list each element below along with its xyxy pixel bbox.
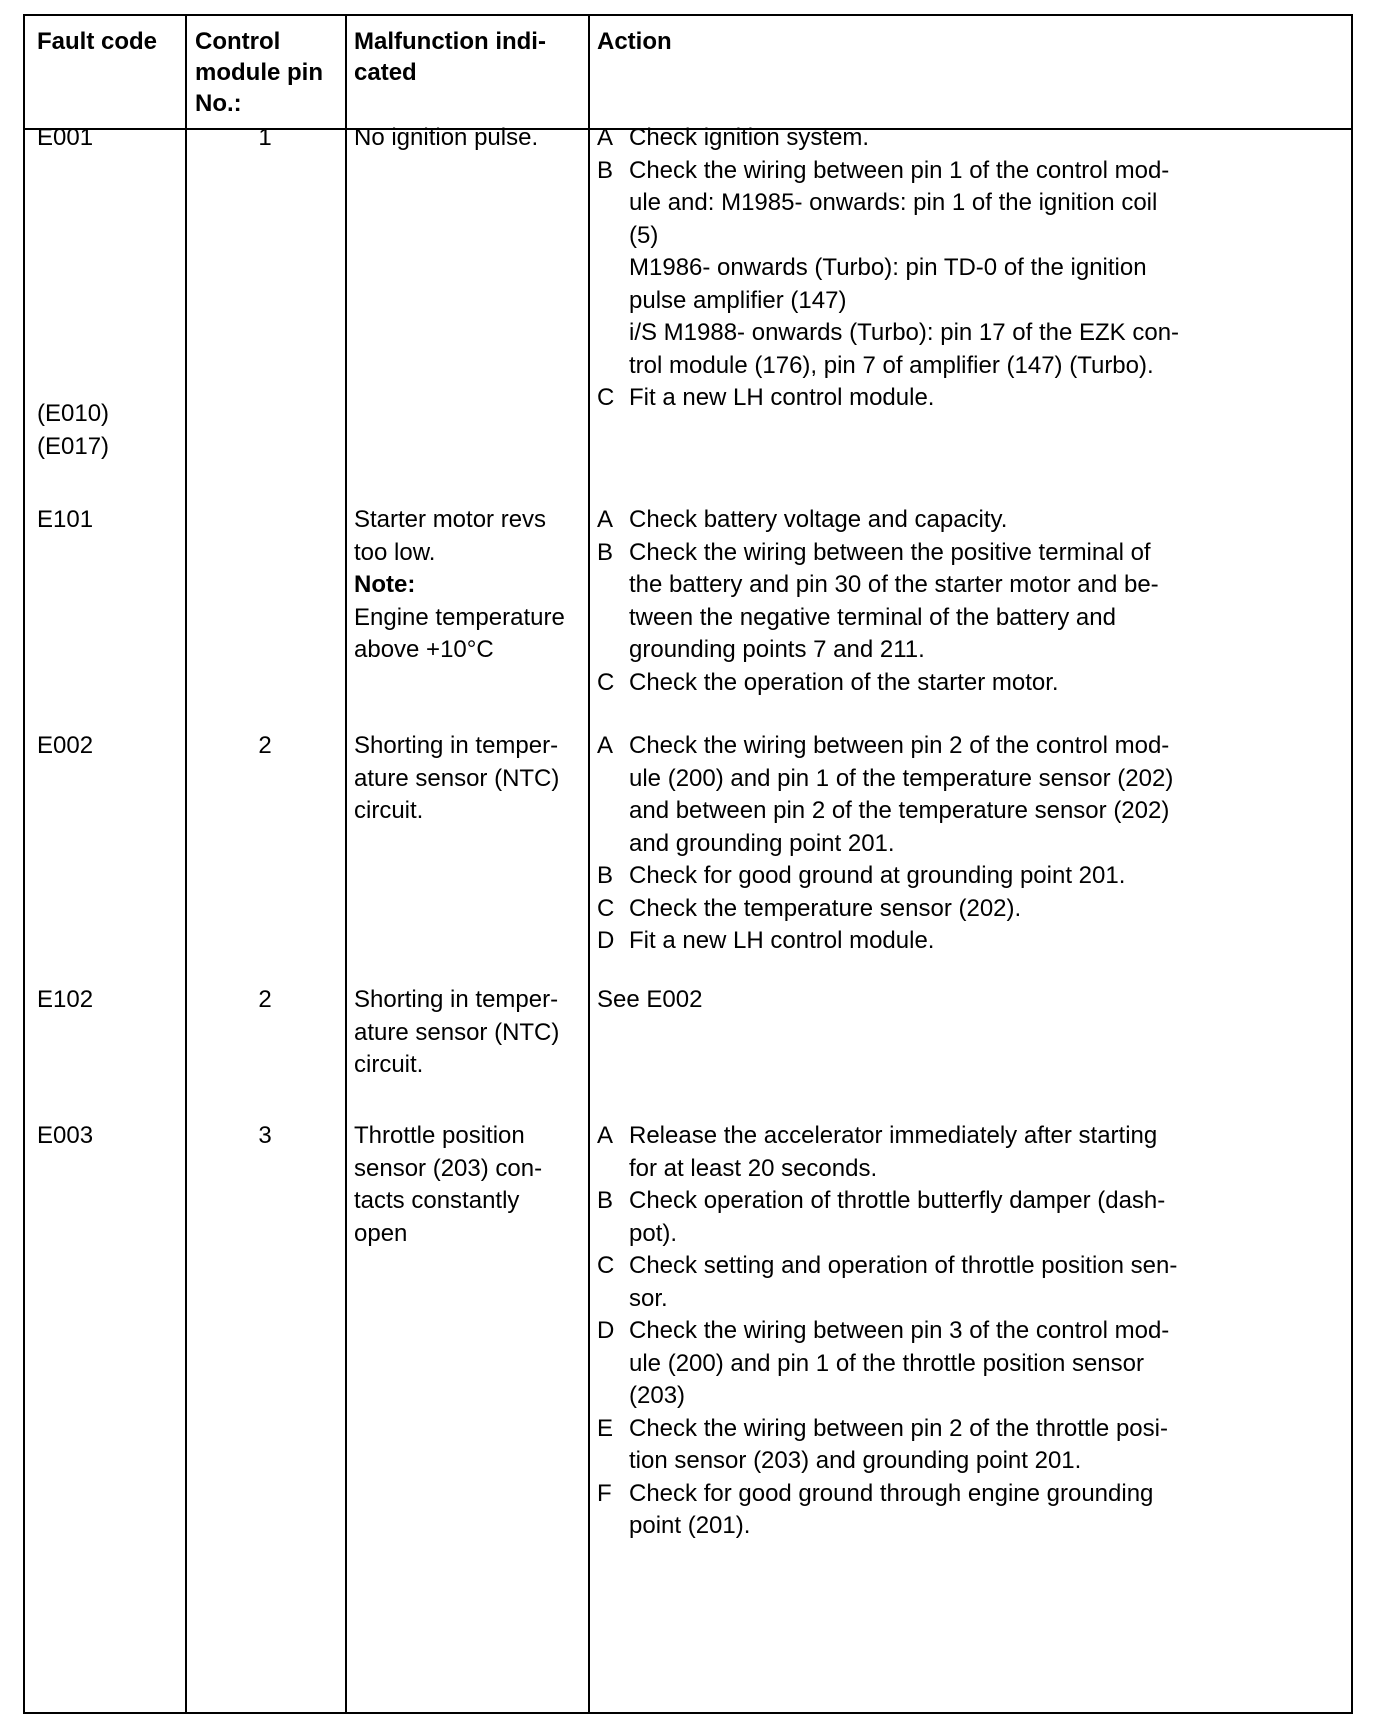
note-label: Note: [354,571,416,598]
action-item: B Check the wiring between pin 1 of the control mod- ule and: M1985- onwards: pin 1 of the ignition coil (5) M1986- onwards (Turbo): pin TD-0 of the ignition pulse amplifier (147) i/S M1988- onwards (Turbo): pin 17 of the EZK con- trol module (176), pin 7 of amplifier (147) (Turbo). [597,156,1180,379]
fault-code: E001 [37,124,94,151]
action-item: C Fit a new LH control module. [597,384,935,411]
pin-number: 1 [258,124,272,151]
pin-number: 2 [258,732,272,759]
action-item: A Check battery voltage and capacity. [597,506,1008,533]
action-item: A Check ignition system. [597,124,870,151]
fault-code: E102 [37,986,94,1013]
malfunction-text: Throttle position sensor (203) con- tacts constantly open [354,1122,543,1247]
malfunction-text: Starter motor revs too low. [354,506,547,566]
action-item: C Check setting and operation of throttle position sen- sor. [597,1252,1178,1312]
pin-number: 3 [258,1122,272,1149]
action-item: D Check the wiring between pin 3 of the control mod- ule (200) and pin 1 of the throttle position sensor (203) [597,1317,1170,1409]
action-list [597,122,1269,415]
fault-code: E101 [37,506,94,533]
column-divider [588,16,590,1712]
fault-code-extra: (E010) (E017) [37,400,110,460]
action-text: See E002 [597,986,703,1013]
malfunction-text: Shorting in temper- ature sensor (NTC) circuit. [354,732,560,824]
column-divider [345,16,347,1712]
header-fault-code: Fault code [37,28,158,55]
malfunction-text: No ignition pulse. [354,124,539,151]
action-item: C Check the temperature sensor (202). [597,894,1022,922]
action-list [597,1120,1269,1543]
column-divider [185,16,187,1712]
action-item: A Check the wiring between pin 2 of the control mod- ule (200) and pin 1 of the temperature sensor (202) and between pin 2 of the temperature sensor (202) and grounding point 201. [597,732,1174,857]
fault-code: E002 [37,732,94,759]
action-item: D Fit a new LH control module. [597,927,935,954]
header-control-module-pin: Control module pin No.: [195,28,323,117]
action-list [597,504,1269,699]
action-item: F Check for good ground through engine grounding point (201). [597,1479,1154,1539]
fault-code: E003 [37,1122,94,1149]
action-item: B Check operation of throttle butterfly damper (dash- pot). [597,1187,1166,1247]
action-item: B Check the wiring between the positive terminal of the battery and pin 30 of the starter motor and be- tween the negative terminal of the battery and grounding points 7 and 211. [597,538,1159,663]
note-text: Engine temperature above +10°C [354,603,565,663]
header-action: Action [597,28,672,55]
action-item: A Release the accelerator immediately after starting for at least 20 seconds. [597,1122,1158,1182]
action-item: C Check the operation of the starter motor. [597,668,1059,696]
malfunction-text: Shorting in temper- ature sensor (NTC) circuit. [354,986,560,1078]
pin-number: 2 [258,986,272,1013]
action-item: E Check the wiring between pin 2 of the throttle posi- tion sensor (203) and grounding point 201. [597,1414,1168,1474]
malfunction-cell [354,504,565,667]
action-item: B Check for good ground at grounding point 201. [597,862,1126,889]
action-list [597,730,1269,958]
header-malfunction: Malfunction indi- cated [354,28,546,86]
fault-code-table [23,14,1353,1714]
